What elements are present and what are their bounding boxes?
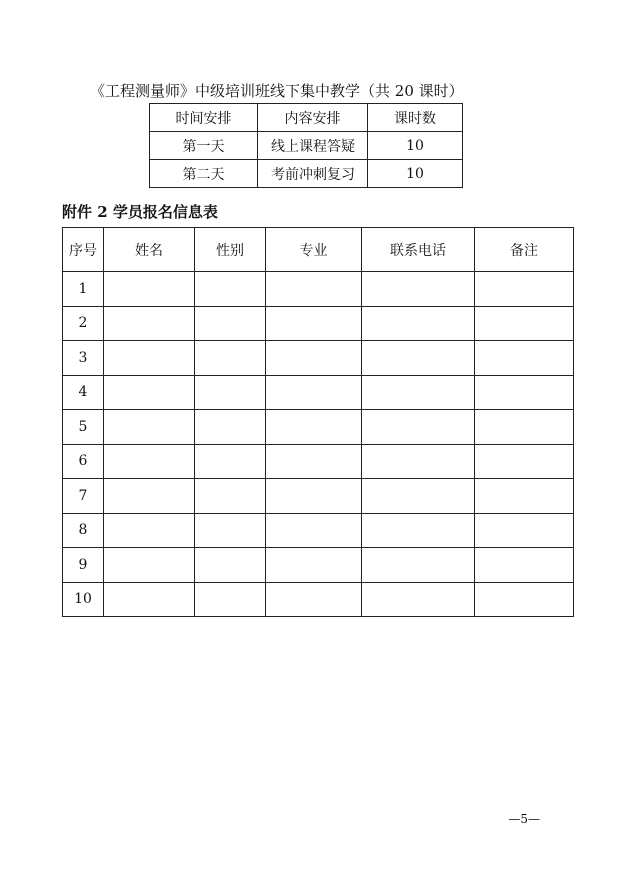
schedule-row: [150, 160, 463, 188]
form-cell-remarks[interactable]: [475, 410, 574, 445]
form-row-index: 7: [63, 479, 104, 514]
form-header-gender: 性别: [195, 228, 266, 272]
form-row-index: 5: [63, 410, 104, 445]
form-row-index: 3: [63, 341, 104, 376]
registration-form-table: [62, 227, 574, 617]
form-cell-major[interactable]: [266, 582, 362, 617]
form-row-index: 1: [63, 272, 104, 307]
form-cell-major[interactable]: [266, 272, 362, 307]
form-row-index: 2: [63, 306, 104, 341]
table-row: [63, 341, 574, 376]
schedule-header-content: 内容安排: [258, 104, 368, 132]
form-cell-phone[interactable]: [362, 582, 475, 617]
form-cell-gender[interactable]: [195, 306, 266, 341]
form-cell-gender[interactable]: [195, 341, 266, 376]
form-row-index: 8: [63, 513, 104, 548]
form-cell-remarks[interactable]: [475, 341, 574, 376]
schedule-content: 线上课程答疑: [258, 132, 368, 160]
form-row-index: 9: [63, 548, 104, 583]
form-row-index: 4: [63, 375, 104, 410]
form-cell-major[interactable]: [266, 548, 362, 583]
form-cell-name[interactable]: [104, 444, 195, 479]
table-row: [63, 306, 574, 341]
form-cell-phone[interactable]: [362, 341, 475, 376]
form-header-index: 序号: [63, 228, 104, 272]
table-row: [63, 513, 574, 548]
schedule-table: [149, 103, 463, 188]
form-cell-name[interactable]: [104, 306, 195, 341]
form-cell-major[interactable]: [266, 375, 362, 410]
table-row: [63, 444, 574, 479]
form-cell-phone[interactable]: [362, 306, 475, 341]
attachment-title: 附件 2 学员报名信息表: [62, 203, 218, 221]
schedule-day: 第二天: [150, 160, 258, 188]
form-cell-remarks[interactable]: [475, 513, 574, 548]
form-cell-name[interactable]: [104, 272, 195, 307]
form-cell-gender[interactable]: [195, 548, 266, 583]
form-row-index: 10: [63, 582, 104, 617]
form-cell-name[interactable]: [104, 479, 195, 514]
form-cell-phone[interactable]: [362, 375, 475, 410]
form-cell-phone[interactable]: [362, 479, 475, 514]
form-cell-major[interactable]: [266, 479, 362, 514]
form-cell-name[interactable]: [104, 513, 195, 548]
form-cell-name[interactable]: [104, 410, 195, 445]
schedule-content: 考前冲刺复习: [258, 160, 368, 188]
form-cell-phone[interactable]: [362, 548, 475, 583]
form-cell-name[interactable]: [104, 375, 195, 410]
form-cell-major[interactable]: [266, 513, 362, 548]
schedule-hours: 10: [368, 132, 463, 160]
page-number: —5—: [508, 812, 540, 826]
table-row: [63, 548, 574, 583]
table-row: [63, 410, 574, 445]
form-cell-gender[interactable]: [195, 444, 266, 479]
form-row-index: 6: [63, 444, 104, 479]
form-cell-name[interactable]: [104, 582, 195, 617]
form-cell-remarks[interactable]: [475, 272, 574, 307]
schedule-header-hours: 课时数: [368, 104, 463, 132]
form-cell-gender[interactable]: [195, 410, 266, 445]
form-cell-major[interactable]: [266, 306, 362, 341]
form-cell-remarks[interactable]: [475, 306, 574, 341]
form-header-name: 姓名: [104, 228, 195, 272]
form-cell-gender[interactable]: [195, 272, 266, 307]
schedule-hours: 10: [368, 160, 463, 188]
form-cell-phone[interactable]: [362, 513, 475, 548]
schedule-row: [150, 132, 463, 160]
form-cell-phone[interactable]: [362, 272, 475, 307]
form-cell-remarks[interactable]: [475, 548, 574, 583]
form-cell-gender[interactable]: [195, 375, 266, 410]
form-cell-remarks[interactable]: [475, 444, 574, 479]
form-cell-gender[interactable]: [195, 582, 266, 617]
form-cell-remarks[interactable]: [475, 479, 574, 514]
table-row: [63, 375, 574, 410]
form-header-remarks: 备注: [475, 228, 574, 272]
table-row: [63, 272, 574, 307]
form-header-major: 专业: [266, 228, 362, 272]
form-cell-name[interactable]: [104, 341, 195, 376]
form-cell-phone[interactable]: [362, 410, 475, 445]
table-row: [63, 582, 574, 617]
form-header-row: [63, 228, 574, 272]
form-cell-major[interactable]: [266, 341, 362, 376]
form-cell-major[interactable]: [266, 410, 362, 445]
form-cell-phone[interactable]: [362, 444, 475, 479]
table-row: [63, 479, 574, 514]
form-cell-remarks[interactable]: [475, 375, 574, 410]
schedule-header-row: [150, 104, 463, 132]
form-cell-remarks[interactable]: [475, 582, 574, 617]
schedule-title: 《工程测量师》中级培训班线下集中教学（共 20 课时）: [90, 82, 464, 100]
form-cell-major[interactable]: [266, 444, 362, 479]
form-cell-name[interactable]: [104, 548, 195, 583]
form-header-phone: 联系电话: [362, 228, 475, 272]
form-cell-gender[interactable]: [195, 513, 266, 548]
schedule-header-time: 时间安排: [150, 104, 258, 132]
schedule-day: 第一天: [150, 132, 258, 160]
form-cell-gender[interactable]: [195, 479, 266, 514]
